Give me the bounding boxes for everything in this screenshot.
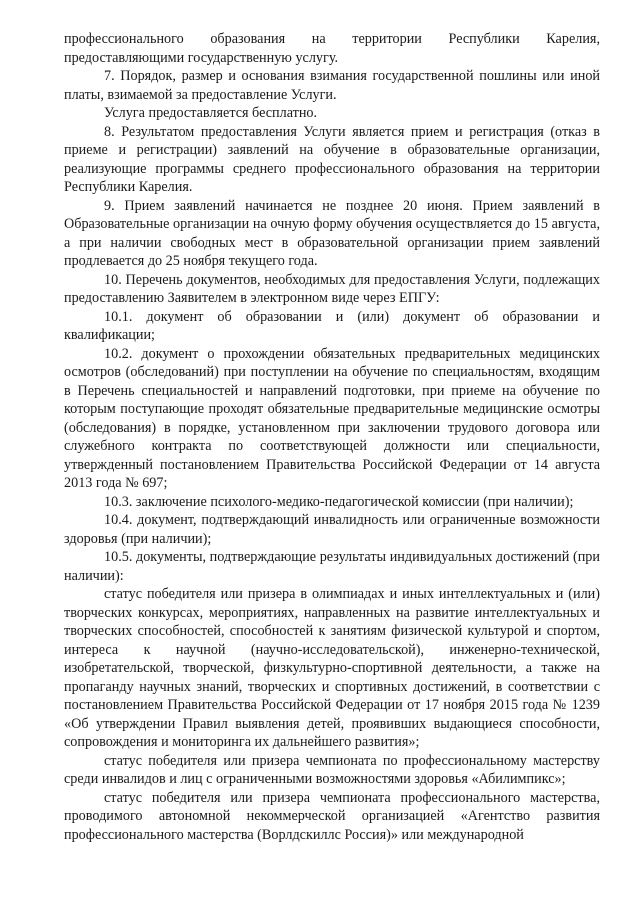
- paragraph-10-1: 10.1. документ об образовании и (или) документ об образовании и квалификации;: [64, 308, 600, 343]
- paragraph-worldskills-status: статус победителя или призера чемпионата профессионального мастерства, проводимого автономной некоммерческой организацией «Агентство развития профессионального мастерства (Ворлдскиллс Россия)» или международной: [64, 789, 600, 843]
- paragraph-10-4: 10.4. документ, подтверждающий инвалидность или ограниченные возможности здоровья (при наличии);: [64, 512, 600, 547]
- paragraph-free-service: Услуга предоставляется бесплатно.: [104, 105, 318, 121]
- paragraph-7: 7. Порядок, размер и основания взимания государственной пошлины или иной платы, взимаемой за предоставление Услуги.: [64, 68, 600, 103]
- paragraph-continuation: профессионального образования на территории Республики Карелия, предоставляющими государственную услугу.: [64, 31, 600, 66]
- paragraph-10-2: 10.2. документ о прохождении обязательных предварительных медицинских осмотров (обследований) при поступлении на обучение по специальностям, входящим в Перечень специальностей и направлений подготовки, при приеме на обучение по которым поступающие проходят обязательные предварительные медицинские осмотры (обследования) в порядке, установленном при заключении трудового договора или служебного контракта по соответствующей должности или специальности, утвержденный постановлением Правительства Российской Федерации от 14 августа 2013 года № 697;: [64, 345, 600, 491]
- paragraph-abilympics-status: статус победителя или призера чемпионата по профессиональному мастерству среди инвалидов и лиц с ограниченными возможностями здоровья «Абилимпикс»;: [64, 752, 600, 787]
- paragraph-10: 10. Перечень документов, необходимых для предоставления Услуги, подлежащих предоставлению Заявителем в электронном виде через ЕПГУ:: [64, 271, 600, 306]
- paragraph-10-5: 10.5. документы, подтверждающие результаты индивидуальных достижений (при наличии):: [64, 549, 600, 584]
- paragraph-10-3: 10.3. заключение психолого-медико-педагогической комиссии (при наличии);: [104, 493, 574, 510]
- document-body: [64, 30, 600, 844]
- paragraph-olympiad-status: статус победителя или призера в олимпиадах и иных интеллектуальных и (или) творческих конкурсах, мероприятиях, направленных на развитие интеллектуальных и творческих способностей, способностей к занятиям физической культурой и спортом, интереса к научной (научно-исследовательской), инженерно-технической, изобретательской, творческой, физкультурно-спортивной деятельности, а также на пропаганду научных знаний, творческих и спортивных достижений, в соответствии с постановлением Правительства Российской Федерации от 17 ноября 2015 года № 1239 «Об утверждении Правил выявления детей, проявивших выдающиеся способности, сопровождения и мониторинга их дальнейшего развития»;: [64, 586, 600, 750]
- paragraph-9: 9. Прием заявлений начинается не позднее 20 июня. Прием заявлений в Образовательные организации на очную форму обучения осуществляется до 15 августа, а при наличии свободных мест в образовательной организации прием заявлений продлевается до 25 ноября текущего года.: [64, 197, 600, 269]
- paragraph-8: 8. Результатом предоставления Услуги является прием и регистрация (отказ в приеме и регистрации) заявлений на обучение в образовательные организации, реализующие программы среднего профессионального образования на территории Республики Карелия.: [64, 123, 600, 195]
